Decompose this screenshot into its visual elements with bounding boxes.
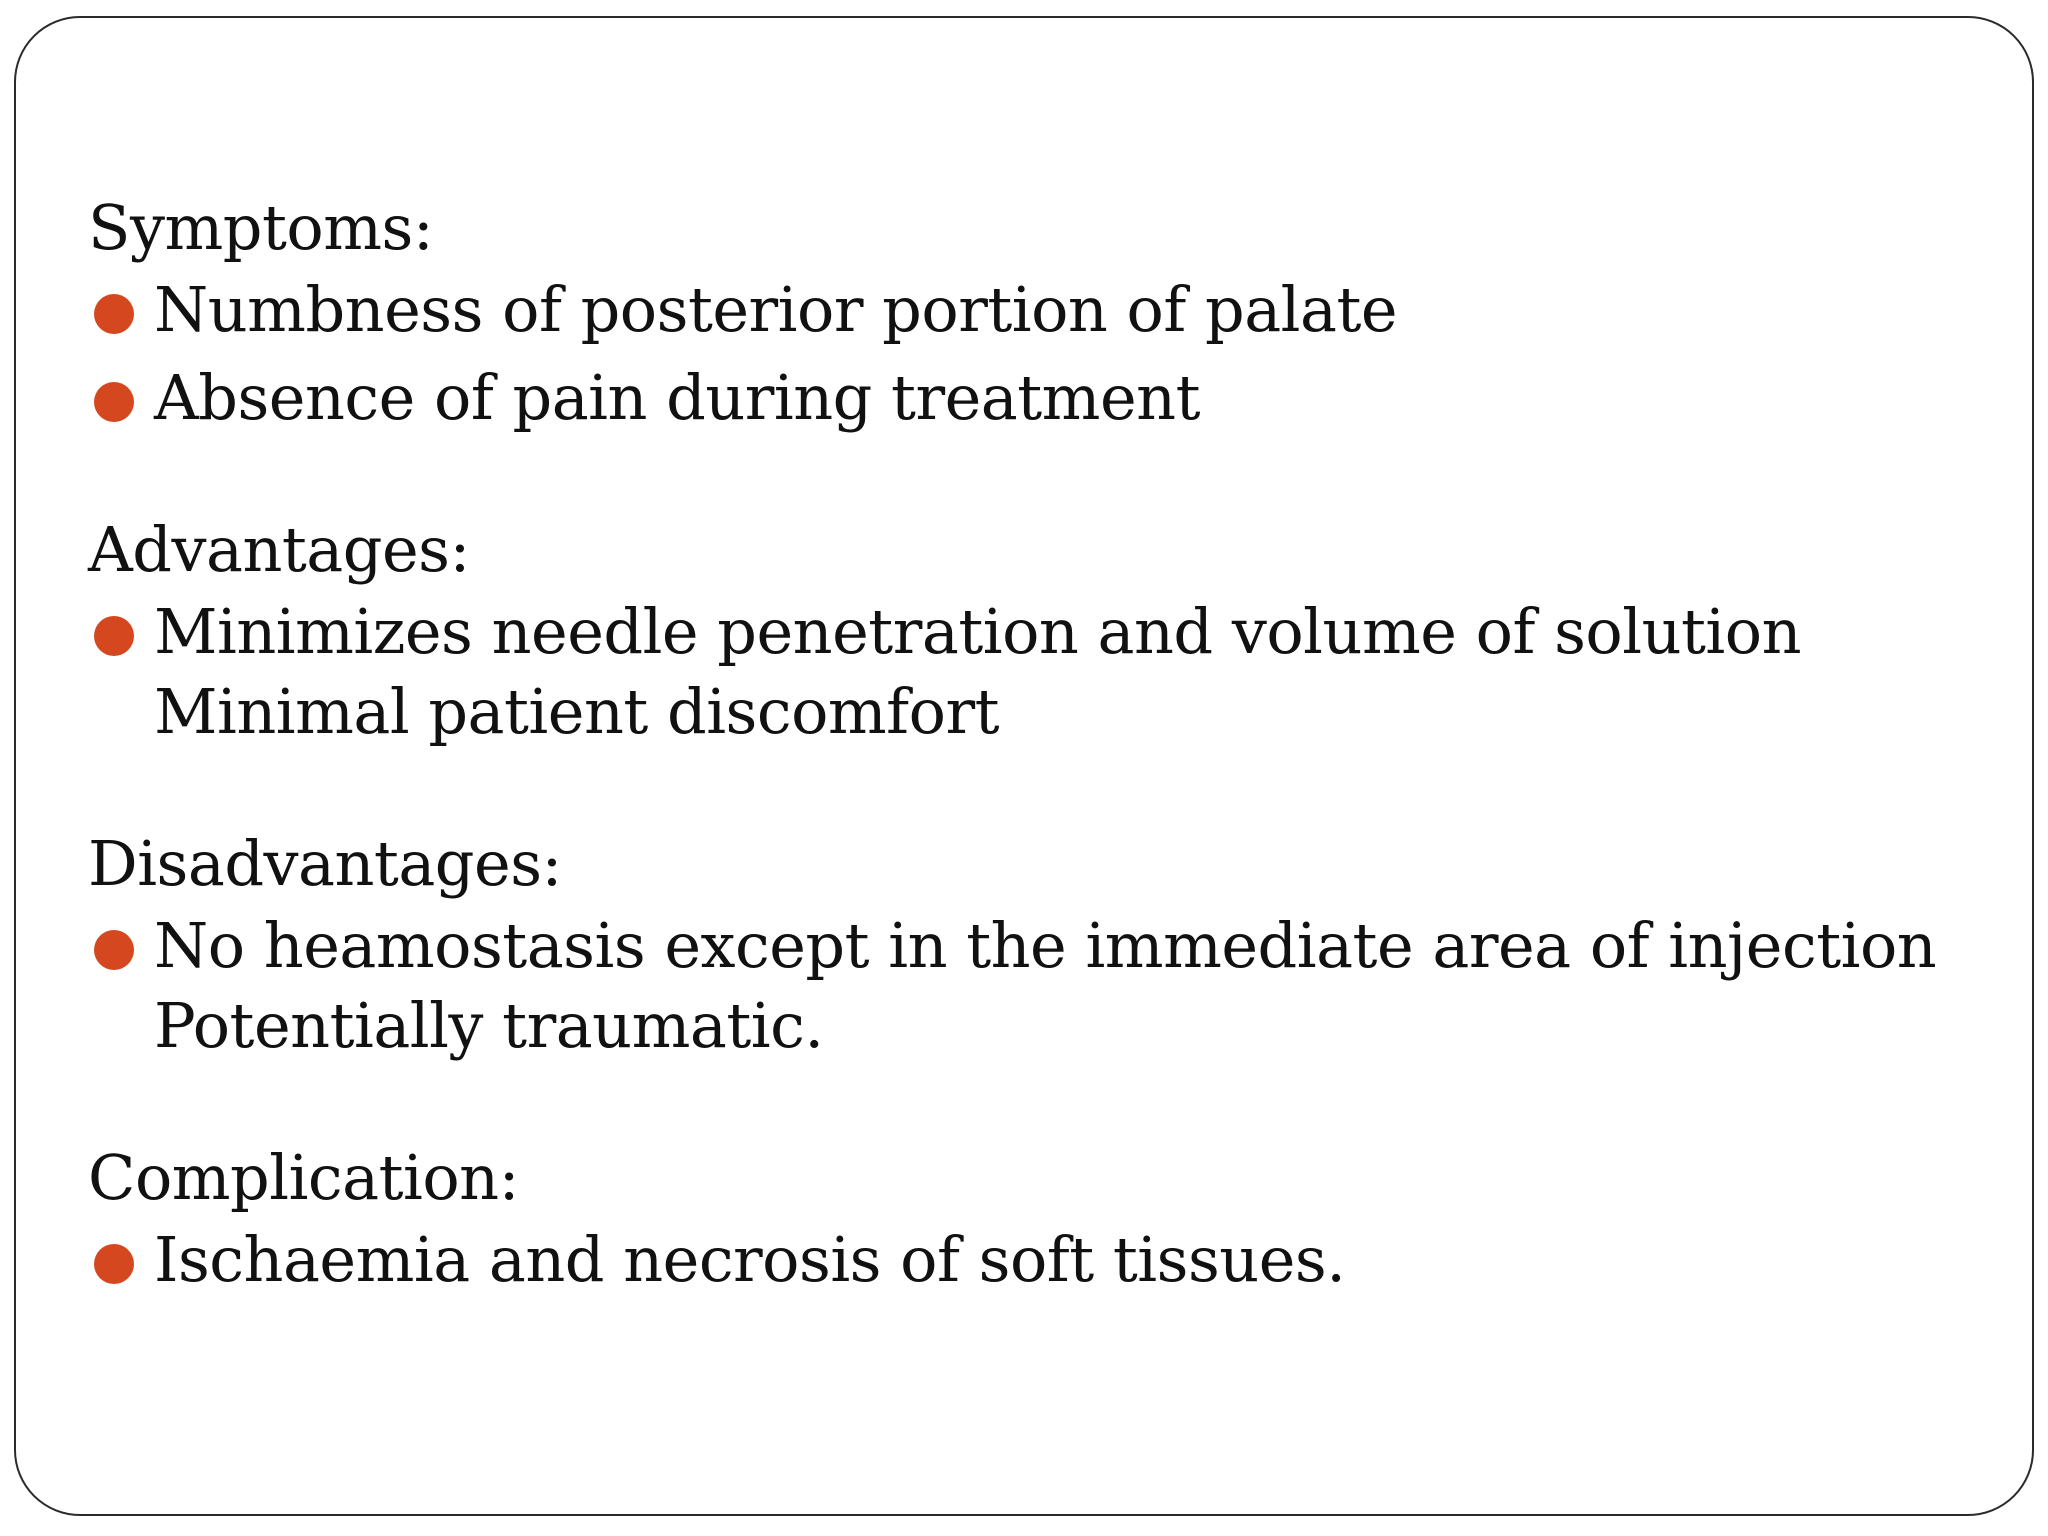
slide-frame <box>14 16 2034 1516</box>
slide-content <box>88 186 1988 1300</box>
bullet-dot-icon <box>94 930 134 970</box>
list-item <box>88 1220 1988 1300</box>
bullet-list <box>88 592 1988 752</box>
section-advantages <box>88 508 1988 752</box>
section-symptoms <box>88 186 1988 438</box>
section-complication <box>88 1136 1988 1300</box>
list-item <box>88 592 1988 752</box>
section-heading: Symptoms: <box>88 191 434 264</box>
list-item <box>88 358 1988 438</box>
bullet-text: Absence of pain during treatment <box>154 361 1200 434</box>
bullet-list <box>88 906 1988 1066</box>
section-disadvantages <box>88 822 1988 1066</box>
bullet-list <box>88 270 1988 438</box>
bullet-text: Minimizes needle penetration and volume of solution Minimal patient discomfort <box>154 595 1802 748</box>
list-item <box>88 270 1988 350</box>
bullet-dot-icon <box>94 1244 134 1284</box>
section-heading: Disadvantages: <box>88 827 562 900</box>
list-item <box>88 906 1988 1066</box>
bullet-text: No heamostasis except in the immediate area of injection Potentially traumatic. <box>154 909 1937 1062</box>
bullet-dot-icon <box>94 294 134 334</box>
section-heading: Complication: <box>88 1141 519 1214</box>
bullet-text: Numbness of posterior portion of palate <box>154 273 1398 346</box>
bullet-text: Ischaemia and necrosis of soft tissues. <box>154 1223 1346 1296</box>
bullet-list <box>88 1220 1988 1300</box>
bullet-dot-icon <box>94 616 134 656</box>
section-heading: Advantages: <box>88 513 470 586</box>
bullet-dot-icon <box>94 382 134 422</box>
